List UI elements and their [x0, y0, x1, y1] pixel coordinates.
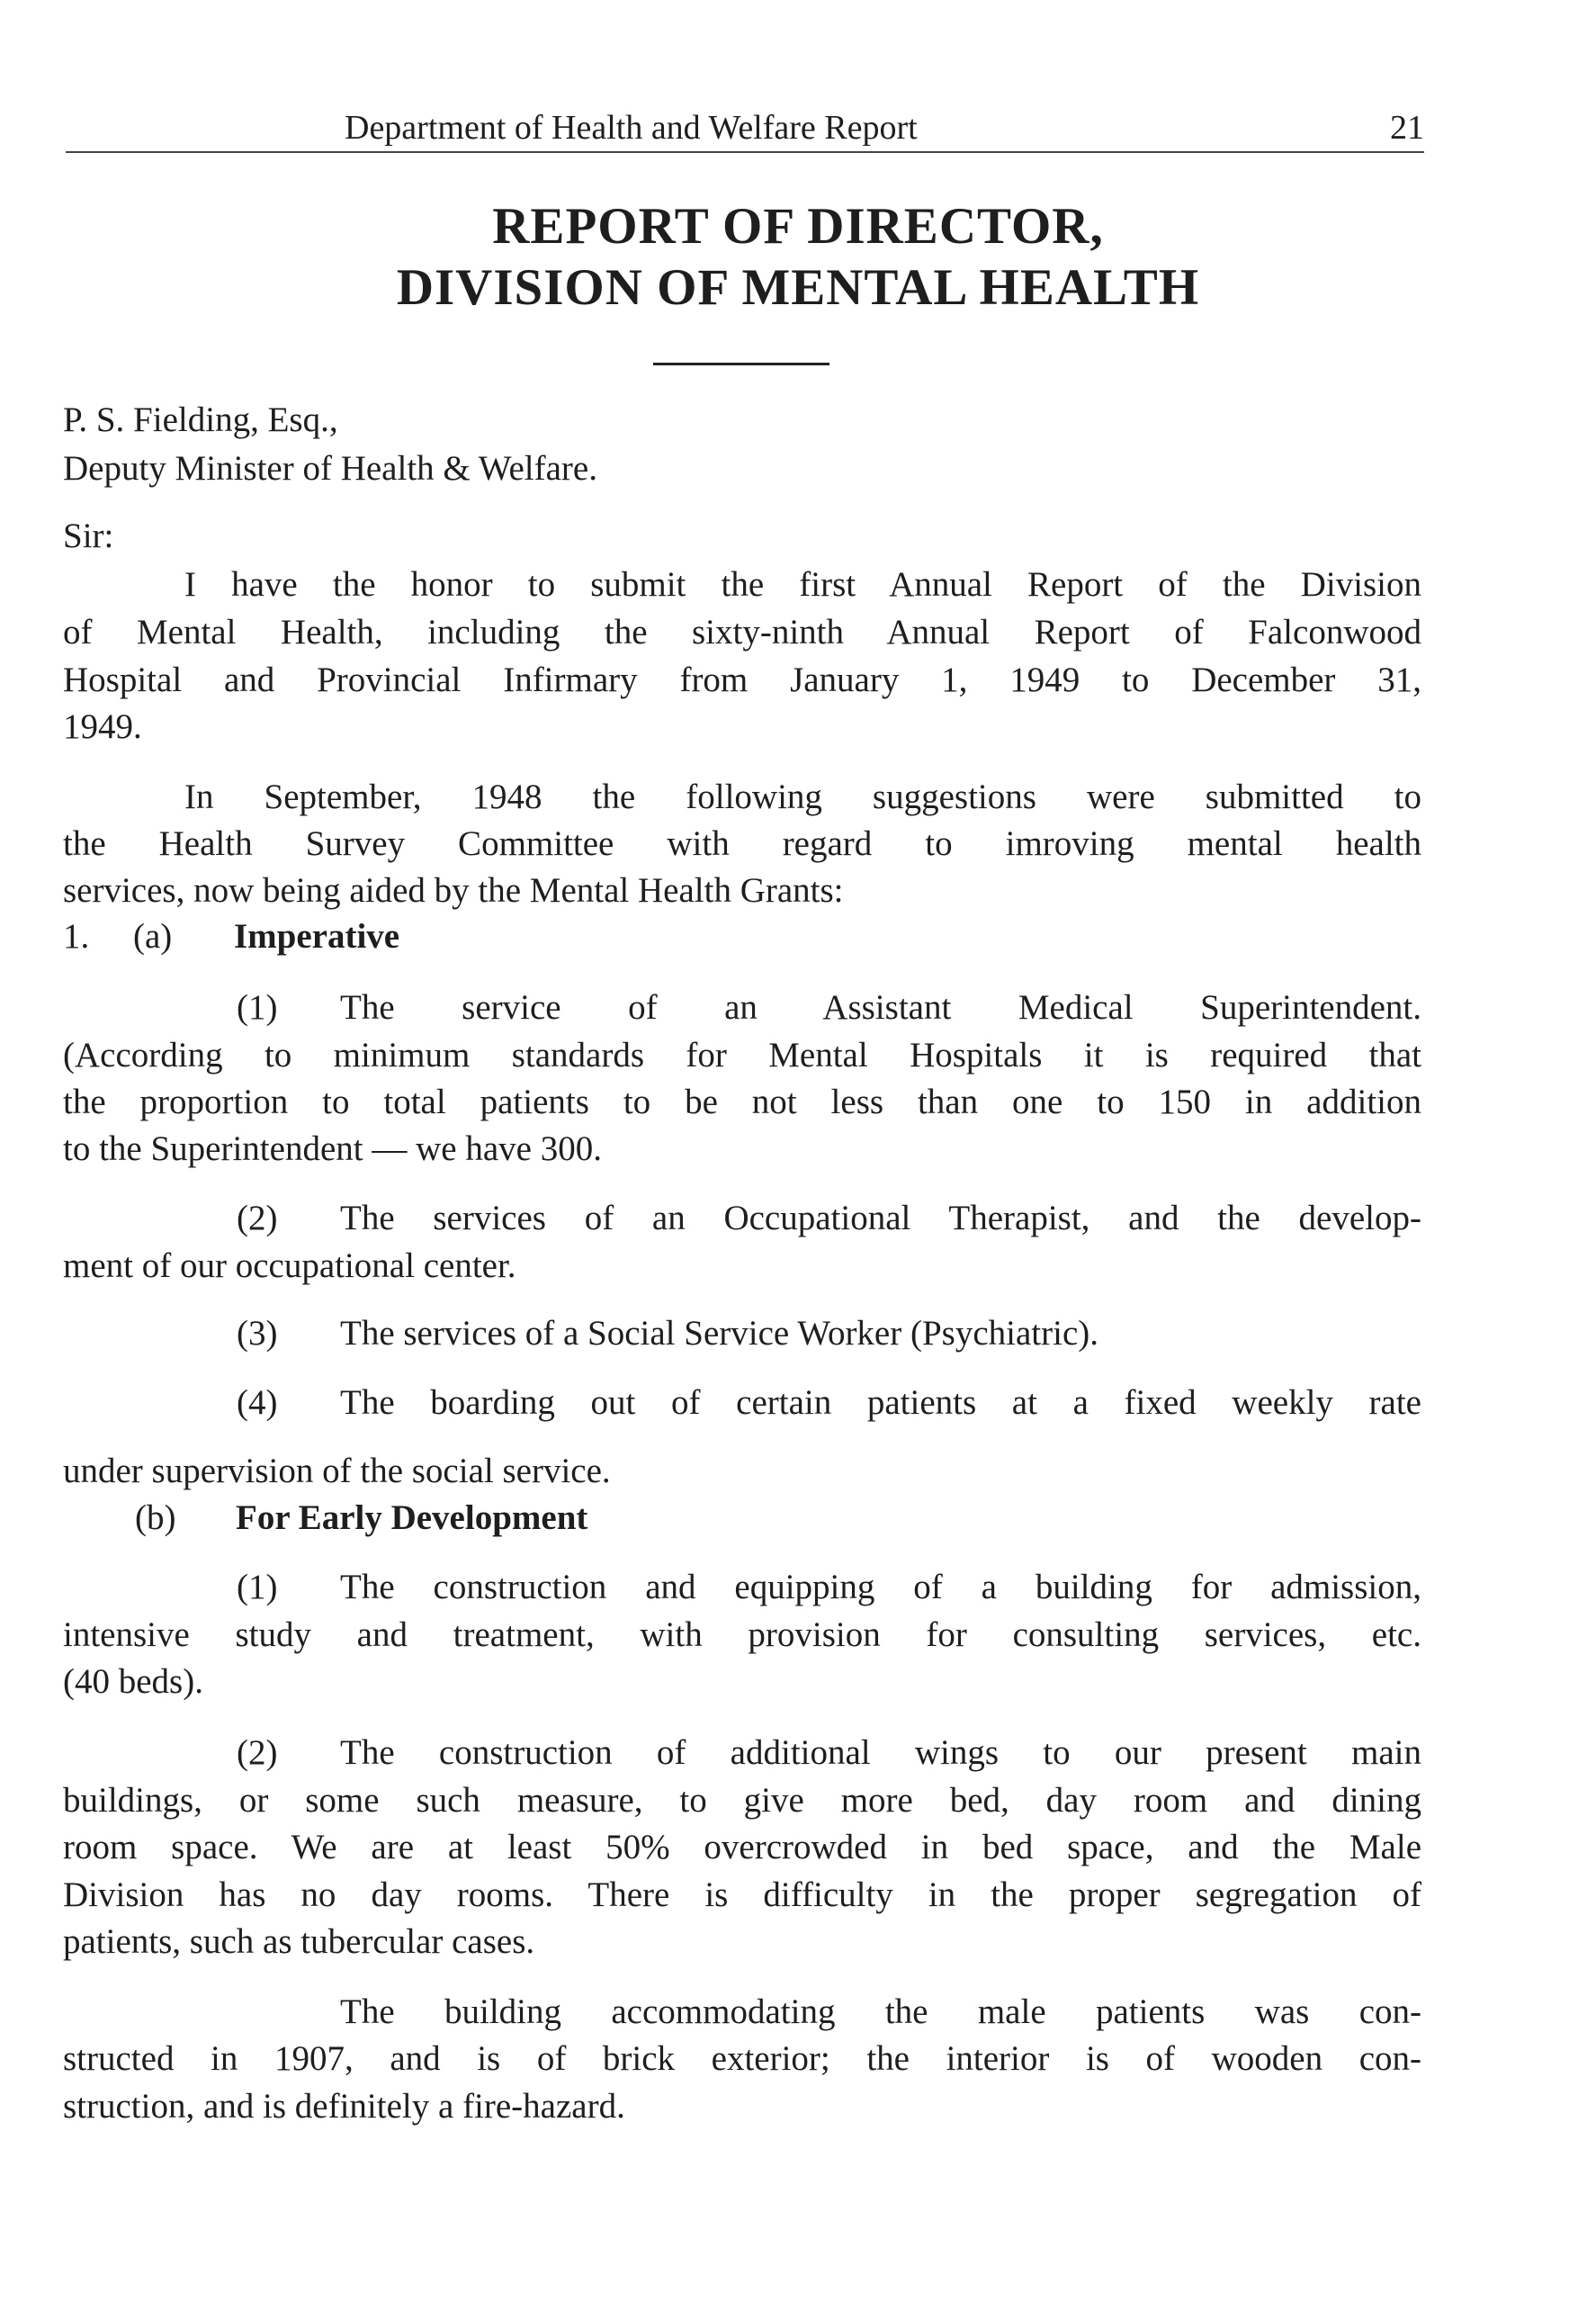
a-item-3-number: (3): [237, 1314, 278, 1353]
a-item-2-line-2: ment of our occupational center.: [63, 1246, 516, 1285]
addressee-name: P. S. Fielding, Esq.,: [63, 400, 338, 439]
intro-line-4: 1949.: [63, 707, 142, 746]
intro-line-1: I have the honor to submit the first Annual Report of the Division: [184, 565, 1421, 604]
b-item-1-line-3: (40 beds).: [63, 1662, 203, 1701]
section-b-letter: (b): [135, 1498, 176, 1537]
section-a-letter: (a): [133, 917, 173, 956]
a-item-1-line-2: (According to minimum standards for Mental Hospitals it is required that: [63, 1036, 1421, 1075]
section-b-heading: For Early Development: [236, 1498, 588, 1537]
title-line-2: DIVISION OF MENTAL HEALTH: [396, 259, 1200, 316]
section-number: 1.: [63, 917, 90, 956]
a-item-4-number: (4): [237, 1383, 278, 1422]
intro-line-3: Hospital and Provincial Infirmary from January 1, 1949 to December 31,: [63, 661, 1421, 699]
b-item-1-number: (1): [237, 1568, 278, 1606]
building-line-3: struction, and is definitely a fire-hazard.: [63, 2087, 625, 2126]
salutation: Sir:: [63, 517, 114, 555]
a-item-2-number: (2): [237, 1199, 278, 1237]
b-item-1-line-1: The construction and equipping of a building for admission,: [340, 1568, 1421, 1606]
building-line-1: The building accommodating the male patients was con-: [340, 1992, 1421, 2031]
a-item-1-line-1: The service of an Assistant Medical Superintendent.: [340, 988, 1421, 1027]
addressee-position: Deputy Minister of Health & Welfare.: [63, 449, 597, 488]
september-line-2: the Health Survey Committee with regard to imroving mental health: [63, 824, 1421, 863]
september-line-1: In September, 1948 the following suggestions were submitted to: [184, 778, 1421, 816]
b-item-2-line-4: Division has no day rooms. There is difficulty in the proper segregation of: [63, 1875, 1421, 1914]
a-item-3-line-1: The services of a Social Service Worker (Psychiatric).: [340, 1314, 1098, 1353]
b-item-2-line-2: buildings, or some such measure, to give more bed, day room and dining: [63, 1781, 1421, 1820]
b-item-1-line-2: intensive study and treatment, with provision for consulting services, etc.: [63, 1615, 1421, 1654]
b-item-2-line-5: patients, such as tubercular cases.: [63, 1922, 535, 1961]
a-item-4-line-1: The boarding out of certain patients at a fixed weekly rate: [340, 1383, 1421, 1422]
a-item-2-line-1: The services of an Occupational Therapist, and the develop-: [340, 1199, 1421, 1237]
a-item-1-line-4: to the Superintendent — we have 300.: [63, 1129, 602, 1168]
title-divider: [653, 363, 829, 365]
page-title: [0, 196, 1596, 319]
a-item-4-line-2: under supervision of the social service.: [63, 1452, 611, 1490]
running-header: [66, 106, 1424, 153]
a-item-1-line-3: the proportion to total patients to be not less than one to 150 in addition: [63, 1083, 1421, 1121]
a-item-1-number: (1): [237, 988, 278, 1027]
b-item-2-line-3: room space. We are at least 50% overcrowded in bed space, and the Male: [63, 1828, 1421, 1866]
building-line-2: structed in 1907, and is of brick exterior; the interior is of wooden con-: [63, 2039, 1421, 2078]
september-line-3: services, now being aided by the Mental Health Grants:: [63, 871, 844, 910]
intro-line-2: of Mental Health, including the sixty-ninth Annual Report of Falconwood: [63, 613, 1421, 652]
section-a-heading: Imperative: [234, 917, 400, 956]
page-number: 21: [1390, 109, 1424, 147]
title-line-1: REPORT OF DIRECTOR,: [492, 198, 1104, 255]
running-title: Department of Health and Welfare Report: [345, 109, 918, 147]
b-item-2-line-1: The construction of additional wings to our present main: [340, 1733, 1421, 1772]
b-item-2-number: (2): [237, 1733, 278, 1772]
